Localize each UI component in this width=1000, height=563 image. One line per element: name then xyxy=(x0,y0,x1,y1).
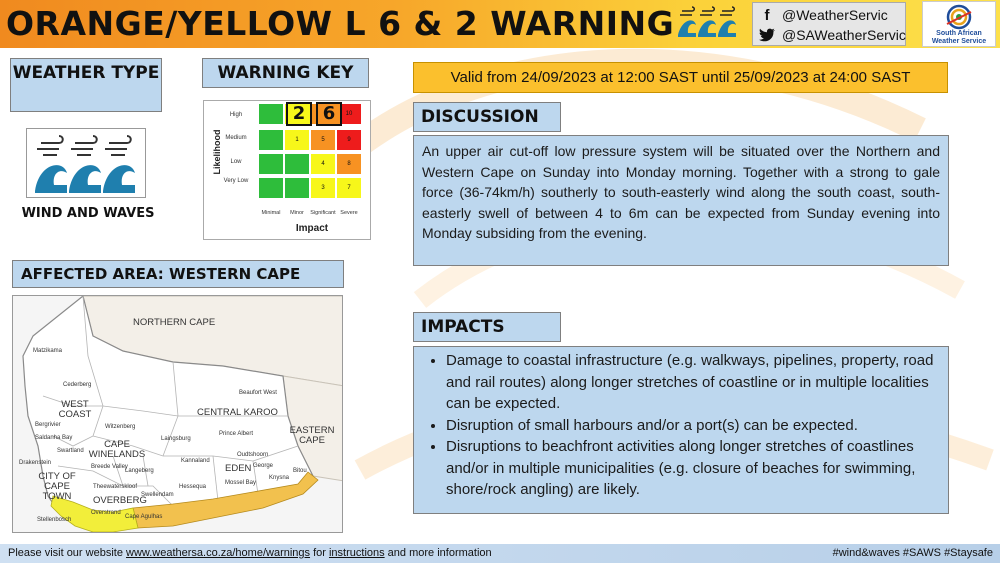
matrix-cell xyxy=(284,153,310,175)
footer-bar xyxy=(0,544,1000,563)
weather-type-heading: WEATHER TYPE xyxy=(10,58,162,112)
town-label: Bergrivier xyxy=(35,422,61,428)
town-label: Oudtshoorn xyxy=(237,452,269,458)
weather-type-image xyxy=(26,128,146,198)
twitter-icon xyxy=(759,27,775,43)
weather-type-label: WIND AND WAVES xyxy=(21,206,155,221)
header-bar xyxy=(0,0,1000,48)
affected-area-heading: AFFECTED AREA: WESTERN CAPE xyxy=(12,260,344,288)
impact-item: • Disruptions to beachfront activities along longer stretches of coastlines and/or in multiple municipalities (e.g. closure of beaches for swimming, shore/rock angling) are likely. xyxy=(446,436,938,501)
town-label: Beaufort West xyxy=(239,390,277,396)
town-label: Hessequa xyxy=(179,484,207,490)
row-label-very-low: Very Low xyxy=(223,178,249,184)
town-label: Matzikama xyxy=(33,348,63,354)
town-label: Swellendam xyxy=(141,492,174,498)
saws-emblem-icon xyxy=(945,4,973,30)
matrix-cell: 1 xyxy=(284,129,310,151)
col-label-significant: Significant xyxy=(310,210,336,216)
town-label: Saldanha Bay xyxy=(35,435,73,441)
discussion-text: An upper air cut-off low pressure system will be situated over the Northern and Western Cape on Sunday into Monday morning. Together with a strong to gale force (36-74km/h) southerly to south-easterly wind along the south coast, south-easterly swell of between 4 to 6m can be expected from Sunday evening into Monday subsiding from the evening. xyxy=(413,135,949,266)
row-label-medium: Medium xyxy=(225,135,247,141)
logo-text: South African Weather Service xyxy=(931,30,987,45)
matrix-cell: 9 xyxy=(336,129,362,151)
town-label: Overstrand xyxy=(91,510,121,516)
likelihood-axis-label: Likelihood xyxy=(212,129,222,175)
affected-area-map xyxy=(12,295,343,533)
level-badge-orange: 6 xyxy=(316,102,342,126)
matrix-cell: 10 xyxy=(336,103,362,125)
town-label: Bitou xyxy=(293,468,307,474)
facebook-icon: f xyxy=(764,6,770,24)
matrix-cell xyxy=(258,103,284,125)
region-eastern-cape: EASTERN CAPE xyxy=(289,425,335,446)
matrix-cell xyxy=(258,177,284,199)
wind-waves-icon xyxy=(676,5,738,39)
footer-hashtags: #wind&waves #SAWS #Staysafe xyxy=(832,547,993,559)
matrix-cell: 8 xyxy=(336,153,362,175)
impacts-list xyxy=(422,350,938,501)
row-label-high: High xyxy=(229,112,243,118)
town-label: Drakenstein xyxy=(19,460,52,466)
region-eden: EDEN xyxy=(225,463,252,474)
impact-axis-label: Impact xyxy=(295,223,329,234)
row-label-low: Low xyxy=(230,159,242,165)
town-label: Kannaland xyxy=(181,458,210,464)
town-label: Prince Albert xyxy=(219,431,254,437)
town-label: Knysna xyxy=(269,475,290,481)
town-label: Theewaterskloof xyxy=(93,484,138,490)
impact-item: • Disruption of small harbours and/or a port(s) can be expected. xyxy=(446,415,938,437)
town-label: Laingsburg xyxy=(161,436,191,442)
warning-key-heading: WARNING KEY xyxy=(202,58,369,88)
town-label: Mossel Bay xyxy=(225,480,257,486)
col-label-minimal: Minimal xyxy=(261,210,281,216)
region-northern-cape: NORTHERN CAPE xyxy=(133,317,216,328)
facebook-handle[interactable]: f @WeatherServic xyxy=(759,5,888,25)
matrix-cell xyxy=(258,129,284,151)
town-label: Swartland xyxy=(57,448,84,454)
saws-logo xyxy=(922,1,996,47)
footer-text: Please visit our website www.weathersa.co.za/home/warnings for instructions and more information xyxy=(8,547,492,559)
matrix-cell: 7 xyxy=(336,177,362,199)
col-label-minor: Minor xyxy=(290,210,304,216)
social-handles xyxy=(752,2,906,46)
matrix-cell xyxy=(284,177,310,199)
twitter-handle[interactable]: @SAWeatherServic xyxy=(759,25,906,45)
impacts-heading: IMPACTS xyxy=(413,312,561,342)
town-label: Cape Agulhas xyxy=(125,514,163,520)
col-label-severe: Severe xyxy=(340,210,358,216)
town-label: George xyxy=(253,463,274,469)
town-label: Witzenberg xyxy=(105,424,136,430)
warning-title: ORANGE/YELLOW L 6 & 2 WARNING xyxy=(6,4,675,43)
region-overberg: OVERBERG xyxy=(93,495,147,506)
matrix-cell xyxy=(258,153,284,175)
town-label: Breede Valley xyxy=(91,464,128,470)
town-label: Langeberg xyxy=(125,468,154,474)
town-label: Stellenbosch xyxy=(37,517,72,523)
region-central-karoo: CENTRAL KAROO xyxy=(197,407,278,418)
warnings-link[interactable]: www.weathersa.co.za/home/warnings xyxy=(126,547,311,559)
instructions-link[interactable]: instructions xyxy=(328,547,385,559)
level-badge-yellow: 2 xyxy=(286,102,312,126)
matrix-cell: 4 xyxy=(310,153,336,175)
valid-period: Valid from 24/09/2023 at 12:00 SAST until 25/09/2023 at 24:00 SAST xyxy=(413,62,948,93)
region-west-coast: WEST COAST xyxy=(58,399,92,420)
impact-item: • Damage to coastal infrastructure (e.g. walkways, pipelines, property, road and rail routes) along longer stretches of coastline or in multiple localities can be expected. xyxy=(446,350,938,415)
matrix-cell: 5 xyxy=(310,129,336,151)
wind-waves-icon xyxy=(27,129,145,197)
region-cape-winelands: CAPE WINELANDS xyxy=(88,439,146,460)
matrix-cell: 3 xyxy=(310,177,336,199)
town-label: Cederberg xyxy=(63,382,92,388)
discussion-heading: DISCUSSION xyxy=(413,102,561,132)
impacts-panel xyxy=(413,346,949,514)
region-city-of-cape-town: CITY OF CAPE TOWN xyxy=(38,471,76,502)
